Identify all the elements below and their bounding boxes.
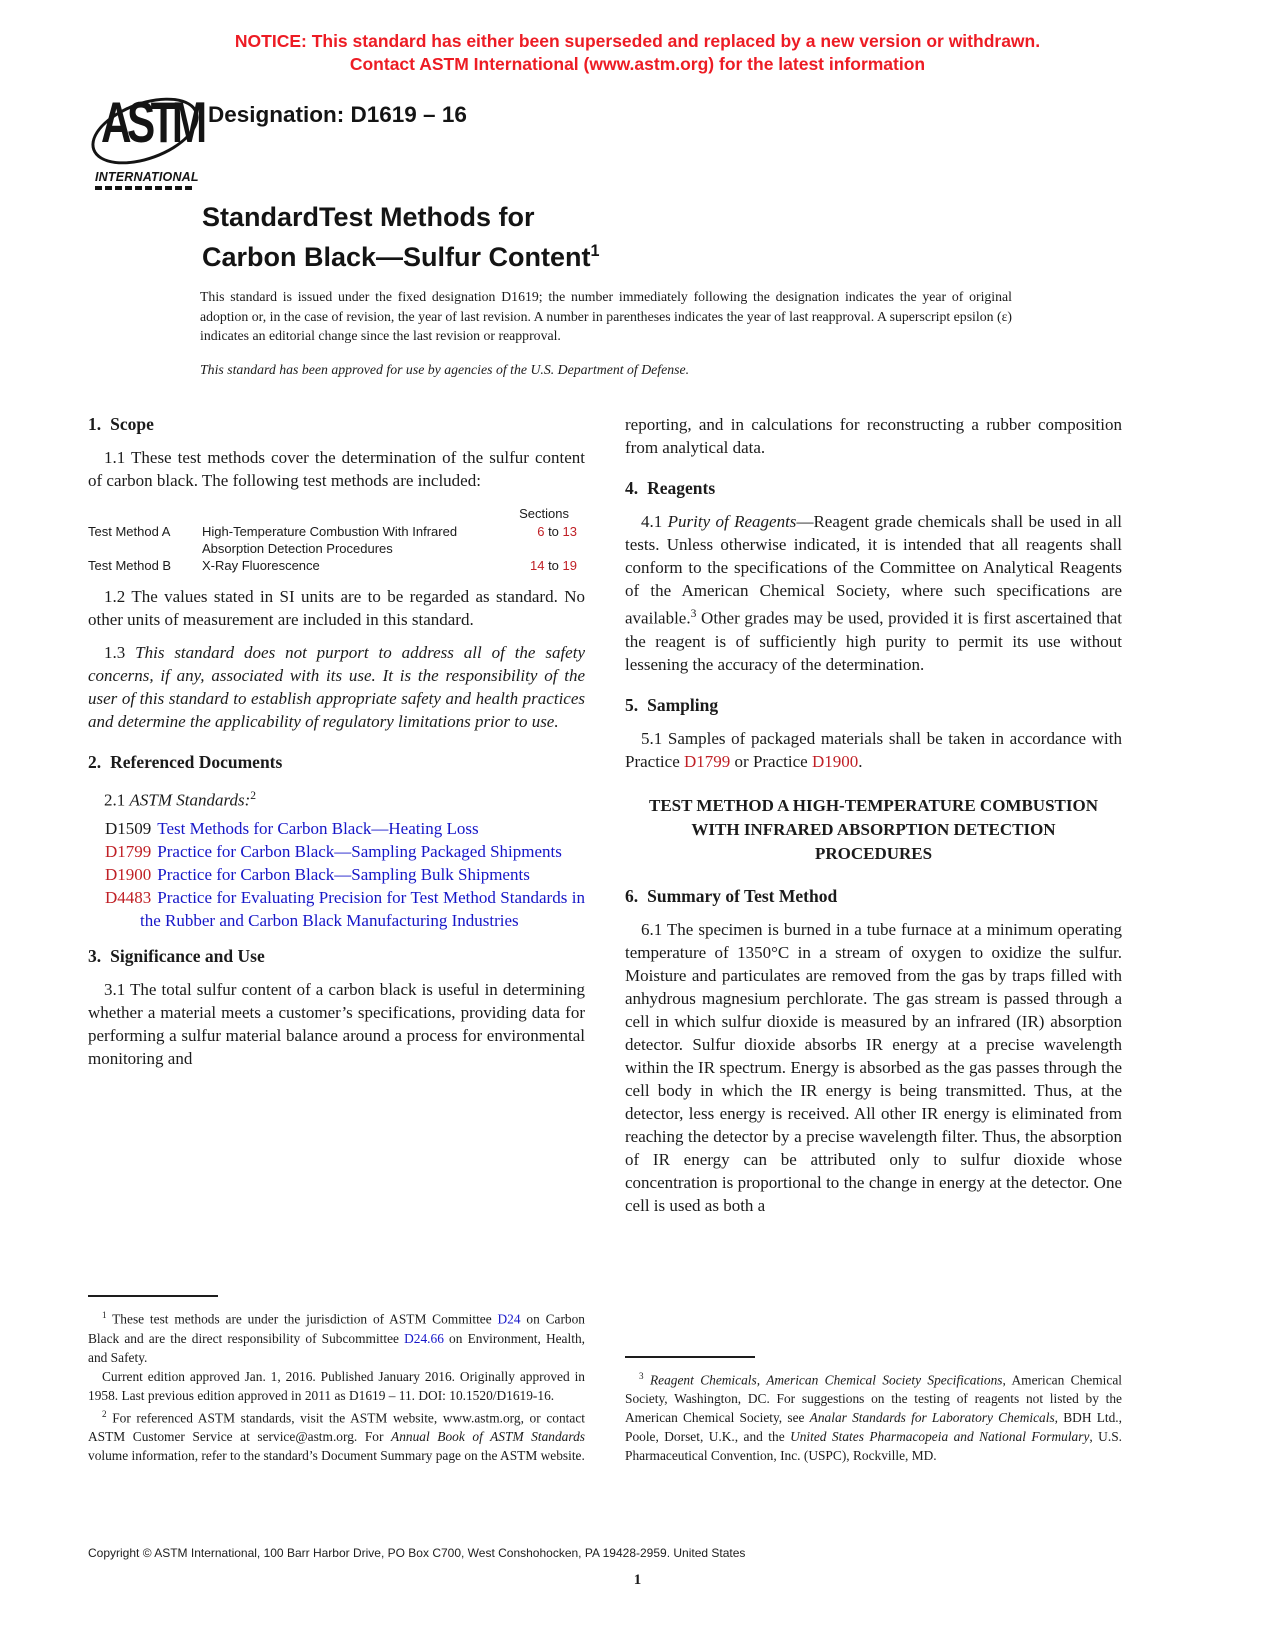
test-methods-table bbox=[88, 505, 585, 574]
notice-line-2: Contact ASTM International (www.astm.org) for the latest information bbox=[349, 54, 926, 74]
section-2-heading: 2. Referenced Documents bbox=[88, 752, 283, 772]
designation-label: Designation: D1619 – 16 bbox=[208, 102, 467, 127]
standard-title-link[interactable]: Test Methods for Carbon Black—Heating Loss bbox=[157, 818, 479, 838]
astm-logo-subtitle: INTERNATIONAL bbox=[95, 170, 199, 184]
section-1-heading: 1. Scope bbox=[88, 414, 154, 434]
section-3-heading: 3. Significance and Use bbox=[88, 945, 265, 966]
table-row bbox=[88, 557, 585, 574]
standard-title-link[interactable]: Practice for Carbon Black—Sampling Packaged Shipments bbox=[157, 841, 562, 861]
table-header-sections: Sections bbox=[519, 506, 569, 521]
notice-line-1: NOTICE: This standard has either been superseded and replaced by a new version or withdrawn. bbox=[234, 31, 1041, 51]
standard-code: D1509 bbox=[105, 818, 152, 838]
right-footnotes bbox=[625, 1356, 1122, 1465]
section-4-heading: 4. Reagents bbox=[625, 478, 716, 498]
footnote-1-edition: Current edition approved Jan. 1, 2016. Published January 2016. Originally approved in 1958. Last previous edition approved in 2011 as D1619 – 11. DOI: 10.1520/D1619-16. bbox=[88, 1368, 585, 1403]
method-sections: 6 to 13 bbox=[537, 524, 577, 539]
practice-d1799-link[interactable]: D1799 bbox=[684, 751, 731, 771]
document-title bbox=[202, 200, 600, 274]
committee-link[interactable]: D24 bbox=[497, 1311, 521, 1327]
logo-stripes bbox=[95, 186, 195, 190]
astm-logo-word: ASTM bbox=[101, 89, 203, 155]
footnote-2: $^2$ For referenced ASTM standards, visit the ASTM website, www.astm.org, or contact ASTM Customer Service at service@astm.org. For Annual Book of ASTM Standards volume information, refer to the standard’s Document Summary page on the ASTM website. bbox=[88, 1408, 585, 1463]
left-column bbox=[88, 413, 585, 1465]
section-link[interactable]: 19 bbox=[562, 558, 577, 573]
section-6-heading: 6. Summary of Test Method bbox=[625, 885, 838, 906]
standard-title-link[interactable]: Practice for Evaluating Precision for Test Method Standards in the Rubber and Carbon Black Manufacturing Industries bbox=[140, 887, 585, 930]
footnote-separator bbox=[88, 1295, 218, 1297]
title-footnote-ref[interactable]: 1 bbox=[590, 242, 600, 260]
standard-code-link[interactable]: D4483 bbox=[105, 887, 152, 907]
standard-code-link[interactable]: D1799 bbox=[105, 841, 152, 861]
paragraph-6-1: 6.1 The specimen is burned in a tube furnace at a minimum operating temperature of 1350°C in a stream of oxygen to oxidize the sulfur. Moisture and particulates are removed from the gas by traps filled with anhydrous magnesium perchlorate. The gas stream is passed through a cell in which sulfur dioxide is measured by an infrared (IR) absorption detector. Sulfur dioxide absorbs IR energy at a precise wavelength within the IR spectrum. Energy is absorbed as the gas passes through the cell body in which the IR energy is being transmitted. Thus, at the detector, less energy is received. All other IR energy is eliminated from reaching the detector by a precise wavelength filter. Thus, the absorption of IR energy can be attributed only to sulfur dioxide whose concentration is proportional to the change in energy at the detector. One cell is used as both a bbox=[625, 919, 1122, 1215]
test-method-a-heading: TEST METHOD A HIGH-TEMPERATURE COMBUSTION WITH INFRARED ABSORPTION DETECTION PROCEDURES bbox=[649, 795, 1098, 863]
astm-globe-icon bbox=[95, 80, 203, 166]
paragraph-2-1: 2.1 ASTM Standards:$^2$ bbox=[104, 789, 257, 810]
method-desc: X-Ray Fluorescence bbox=[202, 558, 320, 573]
supersession-notice bbox=[0, 30, 1275, 76]
paragraph-3-1: 3.1 The total sulfur content of a carbon black is useful in determining whether a material meets a customer’s specifications, providing data for performing a sulfur material balance around a process for environmental monitoring and bbox=[88, 979, 585, 1068]
section-link[interactable]: 13 bbox=[562, 524, 577, 539]
paragraph-3-1-continued: reporting, and in calculations for reconstructing a rubber composition from analytical data. bbox=[625, 415, 1122, 457]
reference-item bbox=[88, 863, 585, 886]
section-link[interactable]: 6 bbox=[537, 524, 545, 539]
table-row bbox=[88, 523, 585, 557]
paragraph-1-1: 1.1 These test methods cover the determination of the sulfur content of carbon black. The following test methods are included: bbox=[88, 448, 585, 490]
reference-item bbox=[88, 817, 585, 840]
footnote-3: $^3$ Reagent Chemicals, American Chemical Society Specifications, American Chemical Society, Washington, DC. For suggestions on the testing of reagents not listed by the American Chemical Society, see Analar Standards for Laboratory Chemicals, BDH Ltd., Poole, Dorset, U.K., and the United States Pharmacopeia and National Formulary, U.S. Pharmaceutical Convention, Inc. (USPC), Rockville, MD. bbox=[625, 1370, 1122, 1463]
paragraph-1-3: 1.3 This standard does not purport to address all of the safety concerns, if any, associated with its use. It is the responsibility of the user of this standard to establish appropriate safety and health practices and determine the applicability of regulatory limitations prior to use. bbox=[88, 643, 585, 731]
paragraph-4-1: 4.1 Purity of Reagents—Reagent grade chemicals shall be used in all tests. Unless otherwise indicated, it is intended that all reagents shall conform to the specifications of the Committee on Analytical Reagents of the American Chemical Society, where such specifications are available.$^3$ Other grades may be used, provided it is first ascertained that the reagent is of sufficiently high purity to permit its use without lessening the accuracy of the determination. bbox=[625, 512, 1123, 674]
method-label: Test Method A bbox=[88, 524, 171, 539]
copyright-line: Copyright © ASTM International, 100 Barr Harbor Drive, PO Box C700, West Conshohocken, PA 19428-2959. United States bbox=[88, 1546, 746, 1560]
title-line-2: Carbon Black—Sulfur Content$^1$ bbox=[202, 242, 600, 272]
reference-item bbox=[88, 840, 585, 863]
paragraph-5-1: 5.1 Samples of packaged materials shall be taken in accordance with Practice D1799 or Practice D1900. bbox=[625, 728, 1122, 771]
method-sections: 14 to 19 bbox=[529, 558, 577, 573]
method-desc: High-Temperature Combustion With Infrared Absorption Detection Procedures bbox=[202, 524, 458, 556]
footnote-2-ref[interactable]: 2 bbox=[250, 789, 257, 802]
page-number: 1 bbox=[633, 1572, 642, 1588]
reference-item bbox=[88, 886, 585, 932]
subcommittee-link[interactable]: D24.66 bbox=[404, 1330, 444, 1346]
astm-logo bbox=[95, 80, 205, 190]
practice-d1900-link[interactable]: D1900 bbox=[811, 751, 859, 771]
footnote-separator bbox=[625, 1356, 755, 1358]
left-footnotes bbox=[88, 1295, 585, 1465]
method-label: Test Method B bbox=[88, 558, 172, 573]
standard-code-link[interactable]: D1900 bbox=[105, 864, 152, 884]
issue-statement: This standard is issued under the fixed designation D1619; the number immediately following the designation indicates the year of original adoption or, in the case of revision, the year of last revision. A number in parentheses indicates the year of last reapproval. A superscript epsilon (ε) indicates an editorial change since the last revision or reapproval. bbox=[200, 289, 1012, 343]
section-link[interactable]: 14 bbox=[529, 558, 545, 573]
right-column bbox=[625, 413, 1122, 1465]
footnote-1: $^1$ These test methods are under the jurisdiction of ASTM Committee D24 on Carbon Black and are the direct responsibility of Subcommittee D24.66 on Environment, Health, and Safety. bbox=[88, 1310, 585, 1365]
footnote-3-ref[interactable]: 3 bbox=[690, 607, 697, 620]
standard-title-link[interactable]: Practice for Carbon Black—Sampling Bulk Shipments bbox=[157, 864, 530, 884]
paragraph-1-2: 1.2 The values stated in SI units are to be regarded as standard. No other units of measurement are included in this standard. bbox=[88, 587, 585, 629]
section-5-heading: 5. Sampling bbox=[625, 694, 719, 715]
title-line-1: StandardTest Methods for bbox=[202, 202, 535, 232]
dod-approval-note: This standard has been approved for use by agencies of the U.S. Department of Defense. bbox=[200, 362, 690, 377]
reference-list bbox=[88, 817, 585, 932]
